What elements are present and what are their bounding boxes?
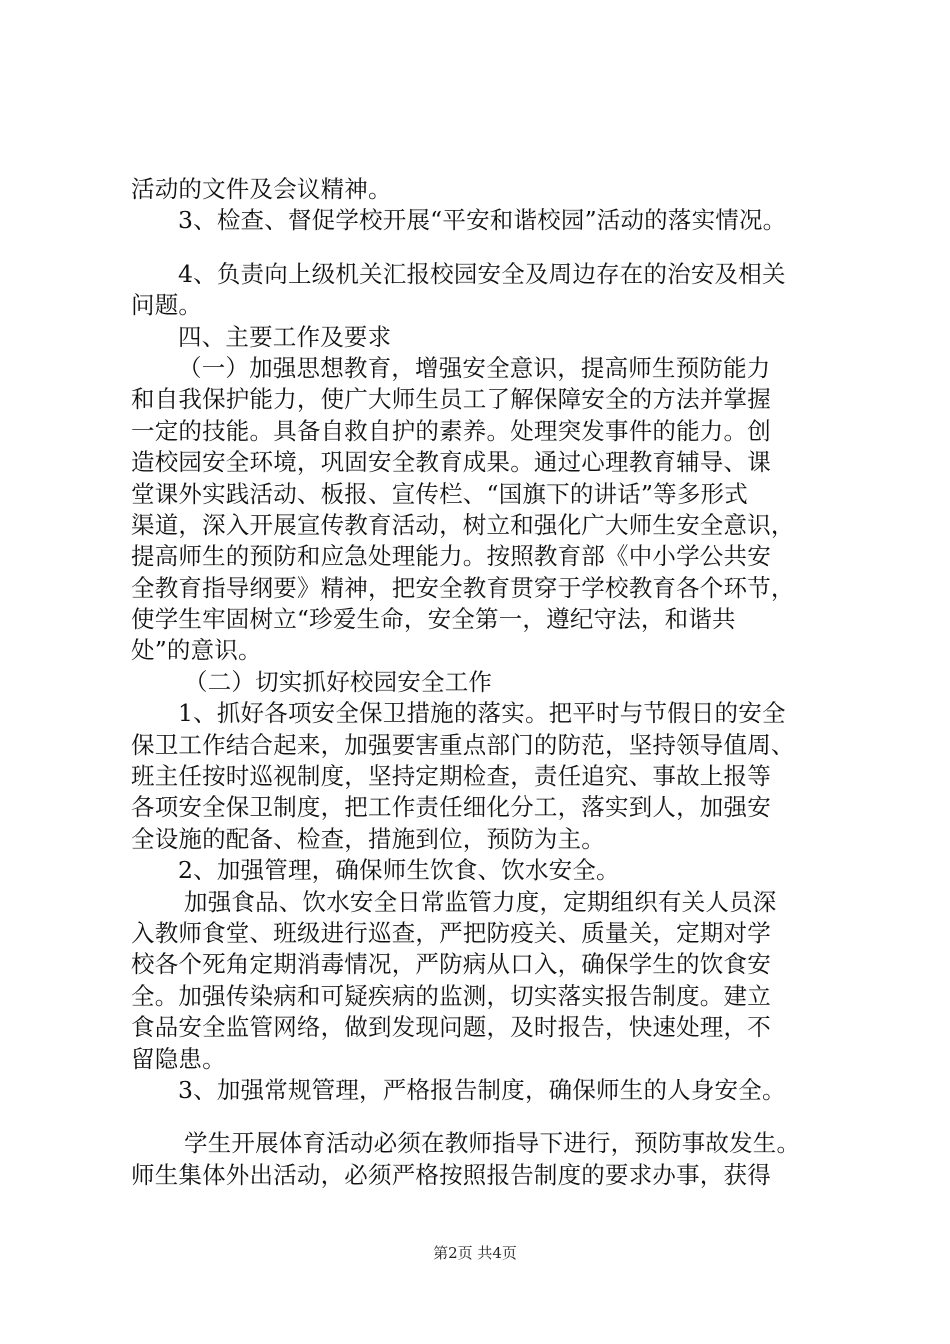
text-line: 加强食品、饮水安全日常监管力度，定期组织有关人员深: [184, 887, 777, 916]
text-line: 师生集体外出活动，必须严格按照报告制度的要求办事，获得: [131, 1160, 771, 1189]
text-line: 校各个死角定期消毒情况，严防病从口入，确保学生的饮食安: [131, 950, 771, 979]
text-line: 1、抓好各项安全保卫措施的落实。把平时与节假日的安全: [178, 699, 786, 728]
paragraph-gap: [131, 1106, 839, 1128]
text-line: 食品安全监管网络，做到发现问题，及时报告，快速处理，不: [131, 1013, 771, 1042]
text-line: 入教师食堂、班级进行巡查，严把防疫关、质量关，定期对学: [131, 918, 771, 947]
paragraph-gap: [131, 237, 839, 259]
text-line: 2、加强管理，确保师生饮食、饮水安全。: [178, 856, 620, 885]
text-line: 3、检查、督促学校开展“平安和谐校园”活动的落实情况。: [178, 206, 787, 235]
document-body: [131, 174, 839, 1191]
text-line: 留隐患。: [131, 1044, 226, 1073]
section-heading: 四、主要工作及要求: [178, 322, 392, 351]
text-line: 全教育指导纲要》精神，把安全教育贯穿于学校教育各个环节，: [131, 573, 795, 602]
text-line: 使学生牢固树立“珍爱生命，安全第一，遵纪守法，和谐共: [131, 605, 736, 634]
page-footer: 第2页 共4页: [433, 1244, 517, 1262]
text-line: 渠道，深入开展宣传教育活动，树立和强化广大师生安全意识，: [131, 510, 795, 539]
text-line: 4、负责向上级机关汇报校园安全及周边存在的治安及相关: [178, 259, 786, 288]
text-line: 处”的意识。: [131, 636, 262, 665]
text-line: 堂课外实践活动、板报、宣传栏、“国旗下的讲话”等多形式: [131, 479, 748, 508]
text-line: 学生开展体育活动必须在教师指导下进行，预防事故发生。: [184, 1129, 801, 1158]
text-line: 全设施的配备、检查，措施到位，预防为主。: [131, 824, 605, 853]
text-line: 全。加强传染病和可疑疾病的监测，切实落实报告制度。建立: [131, 981, 771, 1010]
text-line: 一定的技能。具备自救自护的素养。处理突发事件的能力。创: [131, 416, 771, 445]
text-line: 和自我保护能力，使广大师生员工了解保障安全的方法并掌握: [131, 385, 771, 414]
text-line: 提高师生的预防和应急处理能力。按照教育部《中小学公共安: [131, 542, 771, 571]
text-line: 各项安全保卫制度，把工作责任细化分工，落实到人，加强安: [131, 793, 771, 822]
text-line: 造校园安全环境，巩固安全教育成果。通过心理教育辅导、课: [131, 448, 771, 477]
subsection-heading: （二）切实抓好校园安全工作: [184, 667, 493, 696]
text-line: 班主任按时巡视制度，坚持定期检查，责任追究、事故上报等: [131, 762, 771, 791]
text-line: 活动的文件及会议精神。: [131, 175, 392, 203]
subsection-heading: （一）加强思想教育，增强安全意识，提高师生预防能力: [178, 353, 771, 382]
text-line: 问题。: [131, 291, 203, 320]
text-line: 3、加强常规管理，严格报告制度，确保师生的人身安全。: [178, 1075, 786, 1104]
text-line: 保卫工作结合起来，加强要害重点部门的防范，坚持领导值周、: [131, 730, 795, 759]
